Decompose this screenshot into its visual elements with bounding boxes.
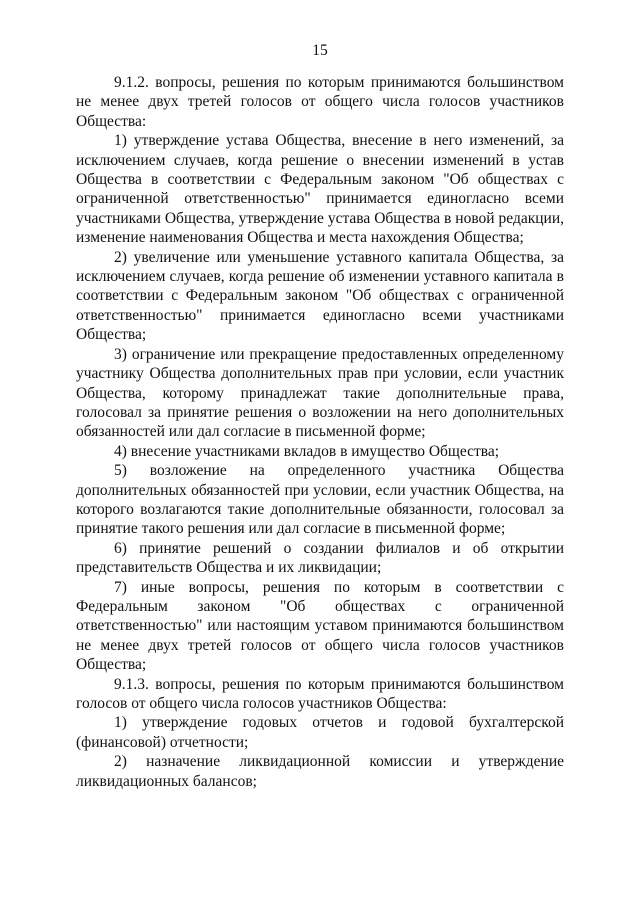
paragraph-9-1-2: 9.1.2. вопросы, решения по которым принимаются большинством не менее двух третей голосов от общего числа голосов участников Общества: bbox=[76, 74, 564, 130]
paragraph-item-1b: 1) утверждение годовых отчетов и годовой бухгалтерской (финансовой) отчетности; bbox=[76, 714, 564, 751]
paragraph-item-2: 2) увеличение или уменьшение уставного капитала Общества, за исключением случаев, когда решение об изменении уставного капитала в соответствии с Федеральным законом "Об обществах с ограниченной ответственностью" принимается единогласно всеми участниками Общества; bbox=[76, 248, 564, 344]
paragraph-item-7: 7) иные вопросы, решения по которым в соответствии с Федеральным законом "Об обществах с ограниченной ответственностью" или настоящим уставом принимаются большинством не менее двух третей голосов от общего числа голосов участников Общества; bbox=[76, 578, 564, 674]
document-body bbox=[76, 73, 564, 791]
paragraph-item-4: 4) внесение участниками вкладов в имущество Общества; bbox=[114, 442, 500, 460]
paragraph-9-1-3: 9.1.3. вопросы, решения по которым принимаются большинством голосов от общего числа голосов участников Общества: bbox=[76, 675, 564, 712]
page-number: 15 bbox=[312, 42, 328, 59]
paragraph-item-6: 6) принятие решений о создании филиалов и об открытии представительств Общества и их ликвидации; bbox=[76, 539, 564, 577]
paragraph-item-5: 5) возложение на определенного участника Общества дополнительных обязанностей при условии, если участник Общества, на которого возлагаются такие дополнительные обязанности, голосовал за принятие такого решения или дал согласие в письменной форме; bbox=[76, 462, 564, 538]
paragraph-item-3: 3) ограничение или прекращение предоставленных определенному участнику Общества дополнительных прав при условии, если участник Общества, которому принадлежат такие дополнительные права, голосовал за принятие решения о возложении на него дополнительных обязанностей или дал согласие в письменной форме; bbox=[76, 345, 564, 441]
paragraph-item-2b: 2) назначение ликвидационной комиссии и утверждение ликвидационных балансов; bbox=[76, 753, 564, 790]
paragraph-item-1: 1) утверждение устава Общества, внесение в него изменений, за исключением случаев, когда решение о внесении изменений в устав Общества в соответствии с Федеральным законом "Об обществах с ограниченной ответственностью" принимается единогласно всеми участниками Общества, утверждение устава Общества в новой редакции, изменение наименования Общества и места нахождения Общества; bbox=[76, 132, 564, 247]
